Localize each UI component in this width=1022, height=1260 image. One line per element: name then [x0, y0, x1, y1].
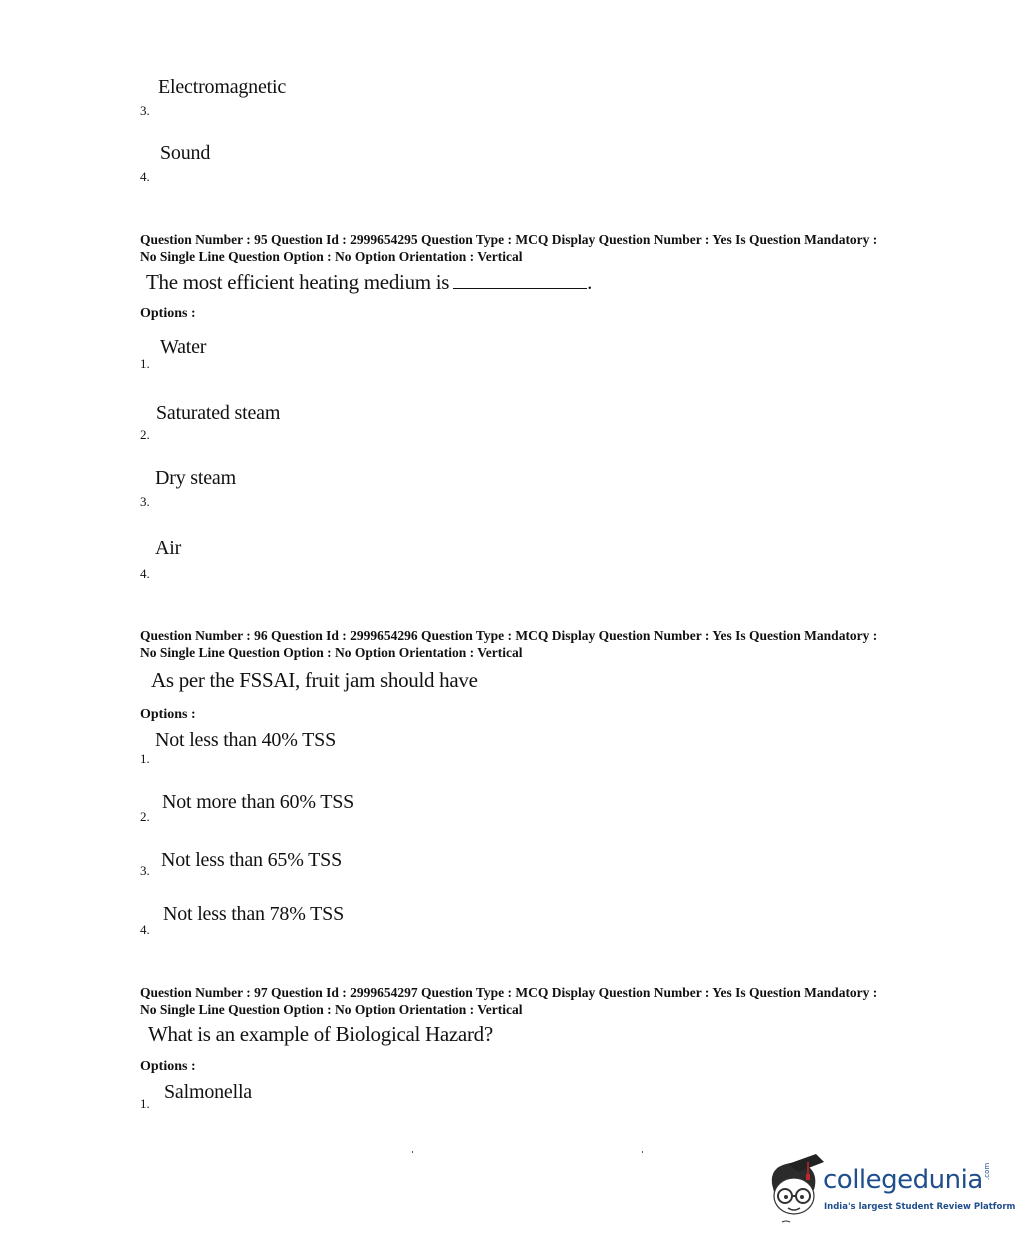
q95-question-end: .: [587, 270, 593, 294]
q97-options-label: Options :: [140, 1059, 196, 1074]
q94-option-4-number: 4.: [140, 169, 150, 184]
q94-option-3-text: Electromagnetic: [158, 76, 287, 98]
scan-mark: [642, 1151, 643, 1153]
q97-question: What is an example of Biological Hazard?: [148, 1022, 493, 1046]
q95-options-label: Options :: [140, 306, 196, 321]
q95-option-2-number: 2.: [140, 427, 150, 442]
q96-option-2-number: 2.: [140, 809, 150, 824]
q96-option-3-text: Not less than 65% TSS: [161, 849, 342, 871]
q95-option-4-number: 4.: [140, 566, 150, 581]
q95-option-3-number: 3.: [140, 494, 150, 509]
q96-option-1-number: 1.: [140, 751, 150, 766]
q96-option-2-text: Not more than 60% TSS: [162, 791, 355, 813]
q95-option-3-text: Dry steam: [155, 467, 236, 489]
q95-option-4-text: Air: [155, 537, 182, 559]
q95-option-2-text: Saturated steam: [156, 402, 281, 424]
logo-wordmark: collegedunia: [823, 1165, 983, 1195]
q95-blank-line: [453, 270, 587, 289]
q96-question: As per the FSSAI, fruit jam should have: [151, 668, 478, 692]
q96-option-4-text: Not less than 78% TSS: [163, 903, 344, 925]
q95-option-1-number: 1.: [140, 356, 150, 371]
logo-suffix: .com: [983, 1162, 991, 1180]
q95-question: [146, 270, 592, 295]
q96-option-1-text: Not less than 40% TSS: [155, 729, 336, 751]
q97-meta: Question Number : 97 Question Id : 2999654297 Question Type : MCQ Display Question Number : Yes Is Question Mandatory : No Single Line Question Option : No Option Orientation : Vertical: [140, 985, 878, 1017]
q96-option-4-number: 4.: [140, 922, 150, 937]
q94-option-3-number: 3.: [140, 103, 150, 118]
logo-tagline: India's largest Student Review Platform: [824, 1202, 1016, 1212]
scan-mark: [412, 1151, 413, 1153]
q95-meta: Question Number : 95 Question Id : 2999654295 Question Type : MCQ Display Question Number : Yes Is Question Mandatory : No Single Line Question Option : No Option Orientation : Vertical: [140, 232, 878, 264]
q94-option-4-text: Sound: [160, 142, 211, 164]
q96-options-label: Options :: [140, 707, 196, 722]
q95-question-text: The most efficient heating medium is: [146, 270, 450, 294]
q97-option-1-number: 1.: [140, 1096, 150, 1111]
q97-option-1-text: Salmonella: [164, 1081, 252, 1103]
q95-option-1-text: Water: [160, 336, 207, 358]
q96-meta: Question Number : 96 Question Id : 2999654296 Question Type : MCQ Display Question Number : Yes Is Question Mandatory : No Single Line Question Option : No Option Orientation : Vertical: [140, 628, 878, 660]
q96-option-3-number: 3.: [140, 863, 150, 878]
